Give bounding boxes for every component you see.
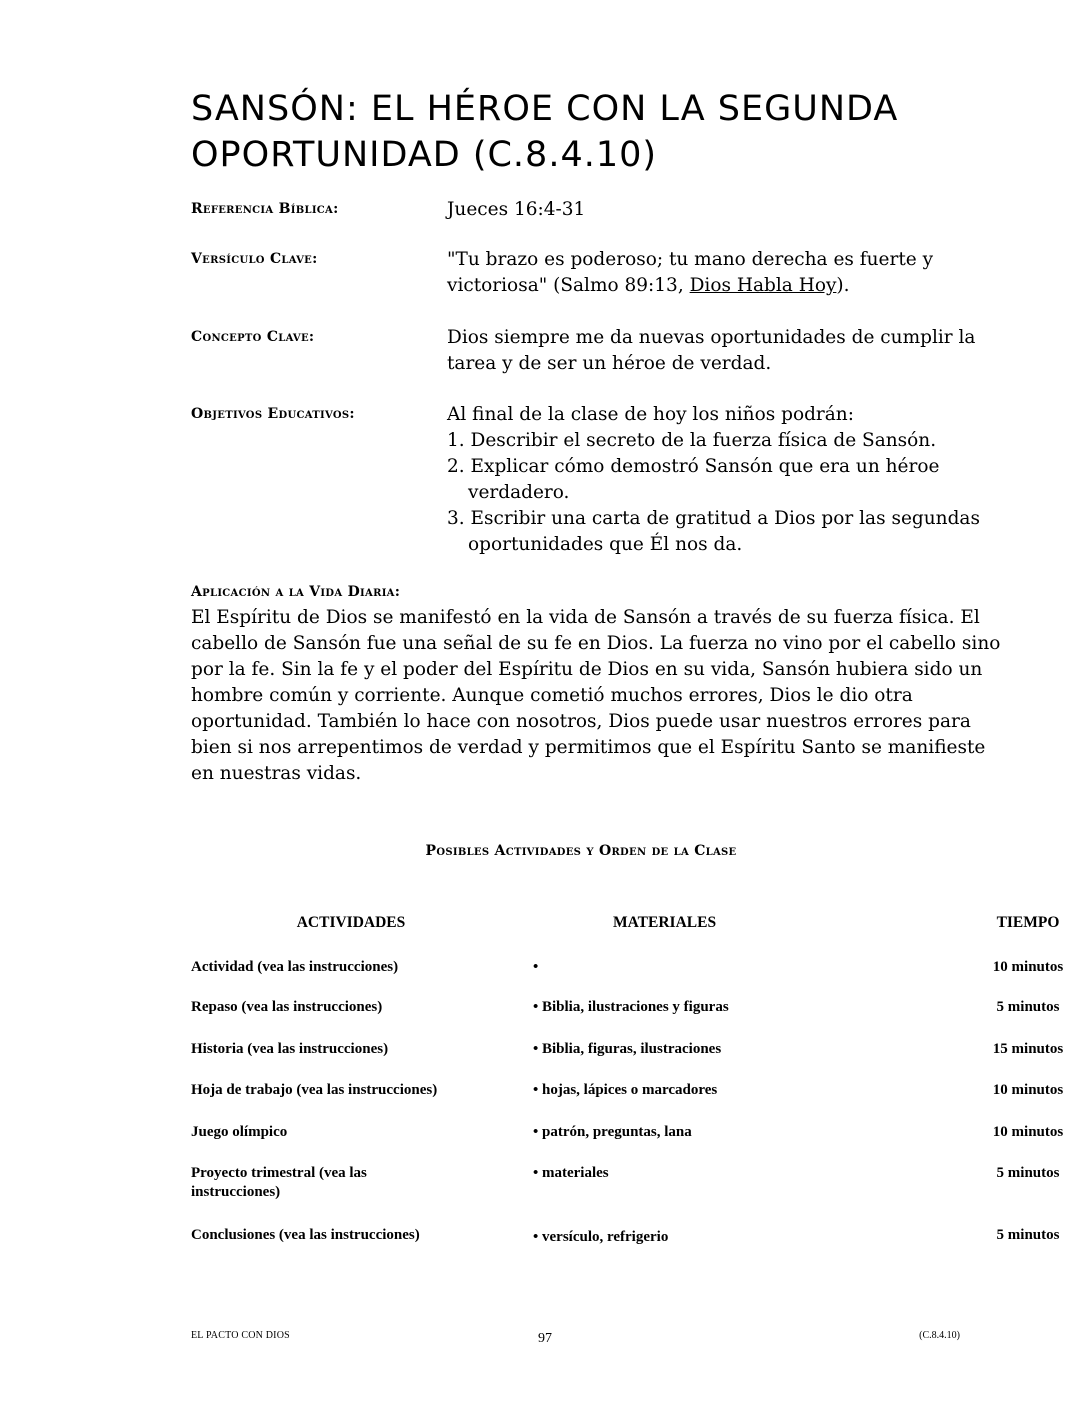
- objective-item: 1. Describir el secreto de la fuerza física de Sansón.: [447, 430, 937, 451]
- reference-value: Jueces 16:4-31: [447, 199, 586, 220]
- schedule-title: Posibles Actividades y Orden de la Clase: [425, 843, 737, 859]
- materials-cell: •: [533, 959, 539, 975]
- objectives-value: [447, 402, 1007, 558]
- schedule-header-row: [191, 914, 1083, 936]
- header-time: TIEMPO: [996, 914, 1060, 931]
- table-row: [191, 936, 1083, 998]
- materials-cell: • materiales: [533, 1165, 609, 1181]
- table-row: [191, 1123, 1083, 1165]
- objective-item: 3. Escribir una carta de gratitud a Dios por las segundas oportunidades que Él nos da.: [447, 508, 980, 555]
- key-verse-text: "Tu brazo es poderoso; tu mano derecha es fuerte y victoriosa" (Salmo 89:13,: [447, 249, 934, 296]
- materials-cell: • patrón, preguntas, lana: [533, 1123, 692, 1140]
- header-activities: ACTIVIDADES: [296, 914, 406, 931]
- time-cell: 5 minutos: [996, 999, 1060, 1015]
- table-row: [191, 1081, 1083, 1123]
- objectives-label: Objetivos Educativos:: [191, 406, 355, 422]
- key-verse-source: Dios Habla Hoy: [689, 275, 837, 296]
- application-text: El Espíritu de Dios se manifestó en la vida de Sansón a través de su fuerza física. El cabello de Sansón fue una señal de su fe en Dios. La fuerza no vino por el cabello sino por la fe. Sin la fe y el poder del Espíritu de Dios en su vida, Sansón hubiera sido un hombre común y corriente. Aunque cometió muchos errores, Dios le dio otra oportunidad. También lo hace con nosotros, Dios puede usar nuestros errores para bien si nos arrepentimos de verdad y permitimos que el Espíritu Santo se manifieste en nuestras vidas.: [191, 607, 1001, 784]
- materials-cell: • versículo, refrigerio: [533, 1229, 669, 1245]
- table-row: [191, 1226, 1083, 1268]
- objectives-list: [447, 428, 1007, 558]
- time-cell: 10 minutos: [992, 1082, 1064, 1098]
- time-cell: 15 minutos: [992, 1040, 1064, 1057]
- table-row: [191, 1164, 1083, 1226]
- materials-cell: • Biblia, ilustraciones y figuras: [533, 999, 729, 1015]
- materials-cell: • Biblia, figuras, ilustraciones: [533, 1040, 722, 1057]
- activity-cell: Juego olímpico: [191, 1123, 288, 1140]
- activity-cell: Conclusiones (vea las instrucciones): [191, 1227, 420, 1243]
- time-cell: 10 minutos: [992, 959, 1064, 975]
- activity-cell: Proyecto trimestral (vea las instrucciones): [191, 1165, 367, 1200]
- footer-lesson-code: (C.8.4.10): [919, 1330, 960, 1341]
- objectives-intro: Al final de la clase de hoy los niños podrán:: [447, 404, 854, 425]
- activity-cell: Hoja de trabajo (vea las instrucciones): [191, 1082, 438, 1098]
- time-cell: 5 minutos: [996, 1227, 1060, 1243]
- key-verse-value: [447, 247, 1007, 299]
- schedule-table: [191, 914, 1083, 1268]
- page-title: SANSÓN: EL HÉROE CON LA SEGUNDA OPORTUNIDAD (C.8.4.10): [191, 89, 899, 175]
- activity-cell: Actividad (vea las instrucciones): [191, 959, 399, 975]
- materials-cell: • hojas, lápices o marcadores: [533, 1082, 718, 1098]
- activity-cell: Repaso (vea las instrucciones): [191, 999, 383, 1015]
- key-verse-label: Versículo Clave:: [191, 251, 318, 267]
- time-cell: 5 minutos: [996, 1165, 1060, 1181]
- time-cell: 10 minutos: [992, 1123, 1064, 1140]
- footer-book-title: EL PACTO CON DIOS: [191, 1330, 290, 1341]
- header-materials: MATERIALES: [613, 914, 717, 931]
- footer-page-number: 97: [538, 1331, 552, 1346]
- reference-label: Referencia Bíblica:: [191, 201, 339, 217]
- activity-cell: Historia (vea las instrucciones): [191, 1040, 389, 1057]
- application-label: Aplicación a la Vida Diaria:: [191, 584, 401, 600]
- key-concept-label: Concepto Clave:: [191, 329, 315, 345]
- key-concept-value: Dios siempre me da nuevas oportunidades de cumplir la tarea y de ser un héroe de verdad.: [447, 327, 976, 374]
- objective-item: 2. Explicar cómo demostró Sansón que era un héroe verdadero.: [447, 456, 940, 503]
- table-row: [191, 998, 1083, 1040]
- table-row: [191, 1040, 1083, 1082]
- key-verse-end: ).: [836, 275, 850, 296]
